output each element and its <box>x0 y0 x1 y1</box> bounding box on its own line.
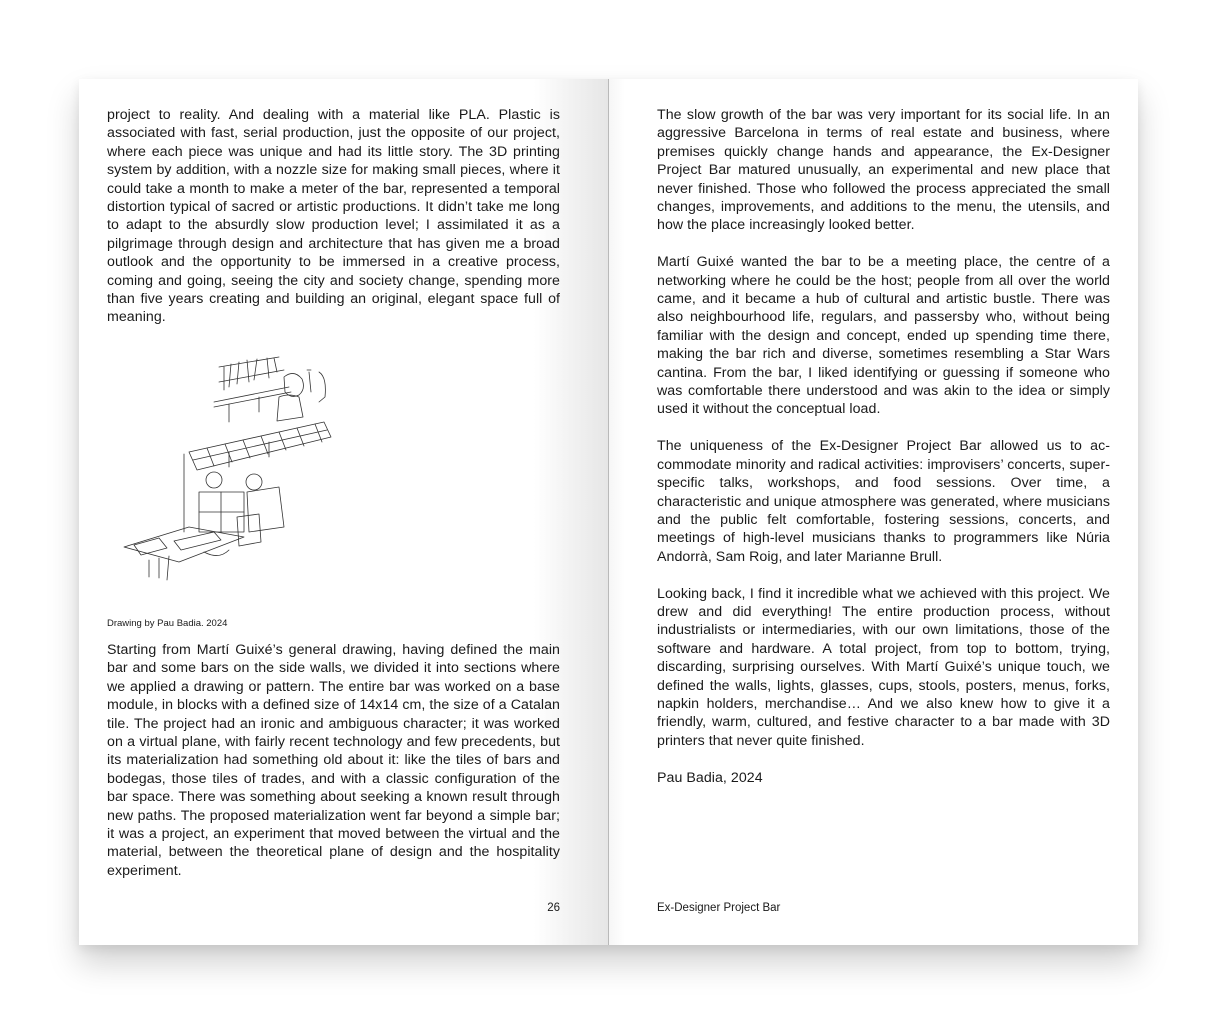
book-spread <box>79 79 1138 945</box>
sketch-drawing <box>119 342 349 582</box>
paragraph: Starting from Martí Guixé’s general drawing, having defined the main bar and some bars on the side walls, we divided it into sections where we applied a drawing or pattern. The entire bar was worked on a base module, in blocks with a defined size of 14x14 cm, the size of a Catalan tile. The project had an ironic and ambiguous character; it was worked on a virtual plane, with fairly recent technology and few precedents, but its materialization had something old about it: like the tiles of bars and bodegas, those tiles of trades, and with a classic configuration of the bar space. There was something about seeking a known result through new paths. The proposed materialization went far beyond a simple bar; it was a project, an experiment that moved between the virtual and the material, between the theoretical plane of design and the hospitality experiment. <box>107 642 560 879</box>
left-page <box>79 79 608 945</box>
paragraph: The uniqueness of the Ex-Designer Project Bar allowed us to accommodate minority and radical activities: improvisers’ concerts, super-specific talks, workshops, and food sessions. Over time, a characteristic and unique atmosphere was generated, where musicians and the public felt comfortable, fostering sessions, concerts, and meetings of high-level musicians thanks to programmers like Núria Andorrà, Sam Roig, and later Marianne Brull. <box>657 438 1110 565</box>
author-signature: Pau Badia, 2024 <box>657 769 763 786</box>
right-page <box>608 79 1138 945</box>
running-title: Ex-Designer Project Bar <box>657 902 781 914</box>
paragraph: Martí Guixé wanted the bar to be a meeting place, the centre of a networking where he could be the host; people from all over the world came, and it became a hub of cultural and artistic bustle. There was also neighbourhood life, regulars, and passersby who, without being familiar with the design and concept, ended up spending time there, making the bar rich and diverse, sometimes resembling a Star Wars cantina. From the bar, I liked identifying or guessing if someone who was comfortable there understood and was akin to the idea or simply used it without the conceptual load. <box>657 254 1110 418</box>
left-top-text <box>107 106 560 345</box>
left-bottom-text <box>107 641 560 899</box>
paragraph: Looking back, I find it incredible what we achieved with this project. We drew and did everything! The entire production process, without industrialists or intermediaries, with our own limitations, those of the software and hardware. A total project, from top to bottom, trying, discarding, surprising ourselves. With Martí Guixé’s unique touch, we defined the walls, lights, glasses, cups, stools, posters, menus, forks, napkin holders, merchandise… And we also knew how to give it a friendly, warm, cultured, and festive character to a bar made with 3D printers that never quite finished. <box>657 585 1110 749</box>
page-number: 26 <box>547 902 560 914</box>
paragraph: project to reality. And dealing with a material like PLA. Plastic is associated with fast, serial production, just the opposite of our project, where each piece was unique and had its little story. The 3D printing system by addition, with a nozzle size for making small pieces, where it could take a month to make a meter of the bar, represented a temporal distortion typical of sacred or artistic productions. It didn’t take me long to adapt to the absurdly slow production level; I assimilated it as a pilgrimage through design and architecture that has given me a broad outlook and the opportunity to be immersed in a creative process, coming and going, seeing the city and society change, spending more than five years creating and building an original, elegant space full of meaning. <box>107 107 560 326</box>
figure-caption: Drawing by Pau Badia. 2024 <box>107 618 228 629</box>
paragraph: The slow growth of the bar was very important for its social life. In an aggressive Barcelona in terms of real estate and business, where premises quickly change hands and appearance, the Ex-Designer Project Bar matured unusually, an experimental and new place that never finished. Those who followed the process appreciated the small changes, improvements, and additions to the menu, the utensils, and how the place increasingly looked better. <box>657 107 1110 234</box>
right-text <box>657 106 1110 805</box>
